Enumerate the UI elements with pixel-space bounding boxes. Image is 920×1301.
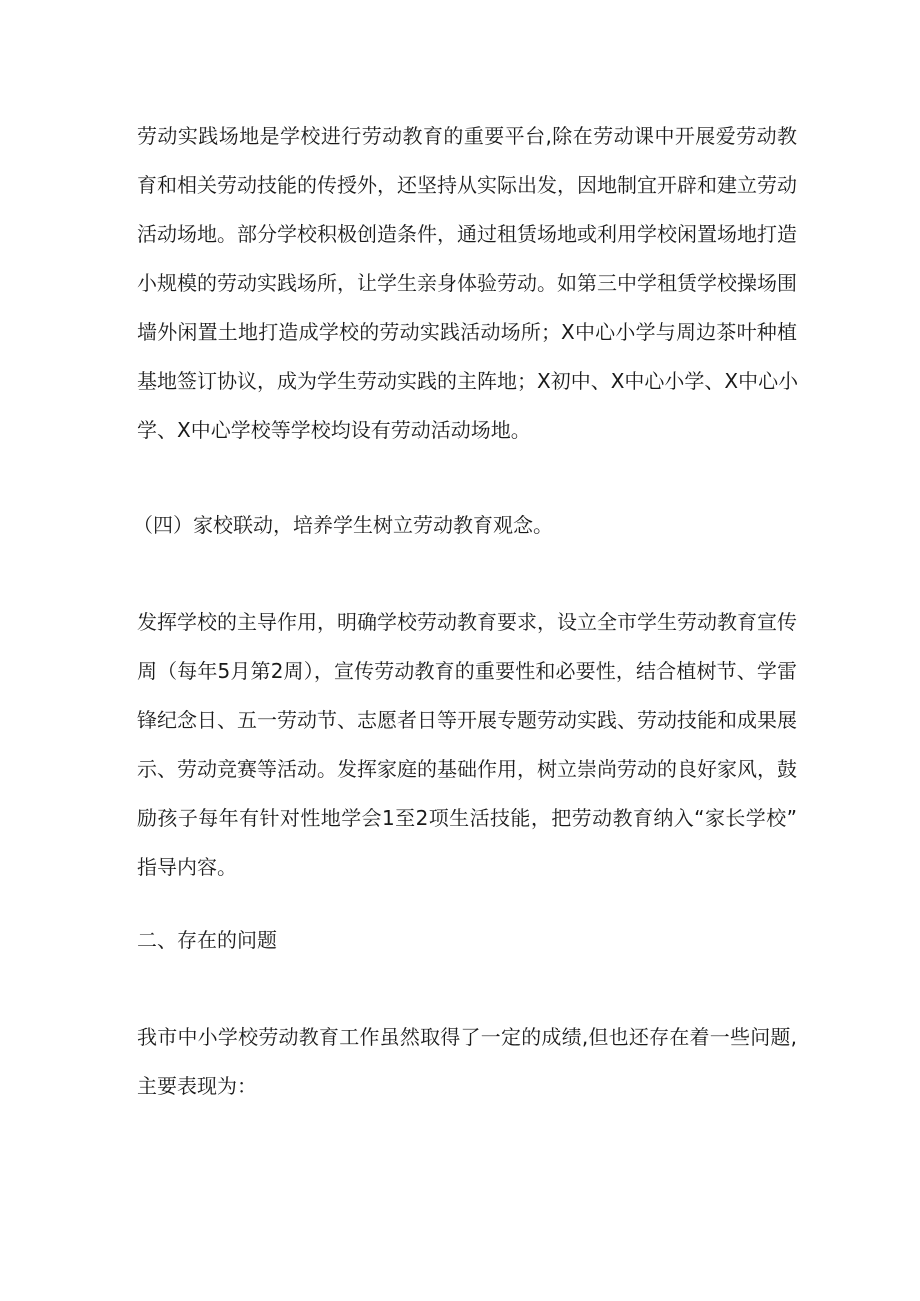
paragraph-line: 活动场地。部分学校积极创造条件，通过租赁场地或利用学校闲置场地打造 xyxy=(137,222,797,246)
paragraph-line: 育和相关劳动技能的传授外，还坚持从实际出发，因地制宜开辟和建立劳动 xyxy=(137,173,797,197)
paragraph-line: 基地签订协议，成为学生劳动实践的主阵地；X初中、X中心小学、X中心小 xyxy=(137,369,799,393)
paragraph-line: 示、劳动竞赛等活动。发挥家庭的基础作用，树立崇尚劳动的良好家风，鼓 xyxy=(137,757,797,781)
paragraph-line: 主要表现为： xyxy=(137,1074,257,1098)
paragraph-line: 发挥学校的主导作用，明确学校劳动教育要求，设立全市学生劳动教育宣传 xyxy=(137,610,797,634)
paragraph-line: 指导内容。 xyxy=(137,855,237,879)
paragraph-line: 励孩子每年有针对性地学会1至2项生活技能，把劳动教育纳入“家长学校” xyxy=(137,806,797,830)
paragraph-line: 学、X中心学校等学校均设有劳动活动场地。 xyxy=(137,418,531,442)
paragraph-line: 我市中小学校劳动教育工作虽然取得了一定的成绩,但也还存在着一些问题, xyxy=(137,1025,797,1049)
paragraph-line: 小规模的劳动实践场所，让学生亲身体验劳动。如第三中学租赁学校操场围 xyxy=(137,271,797,295)
paragraph-line: 周（每年5月第2周），宣传劳动教育的重要性和必要性，结合植树节、学雷 xyxy=(137,659,797,683)
section-heading: （四）家校联动，培养学生树立劳动教育观念。 xyxy=(133,513,553,537)
paragraph-line: 锋纪念日、五一劳动节、志愿者日等开展专题劳动实践、劳动技能和成果展 xyxy=(137,708,797,732)
paragraph-line: 墙外闲置土地打造成学校的劳动实践活动场所；X中心小学与周边茶叶种植 xyxy=(137,320,797,344)
section-heading: 二、存在的问题 xyxy=(137,928,277,952)
paragraph-line: 劳动实践场地是学校进行劳动教育的重要平台,除在劳动课中开展爱劳动教 xyxy=(137,124,797,148)
